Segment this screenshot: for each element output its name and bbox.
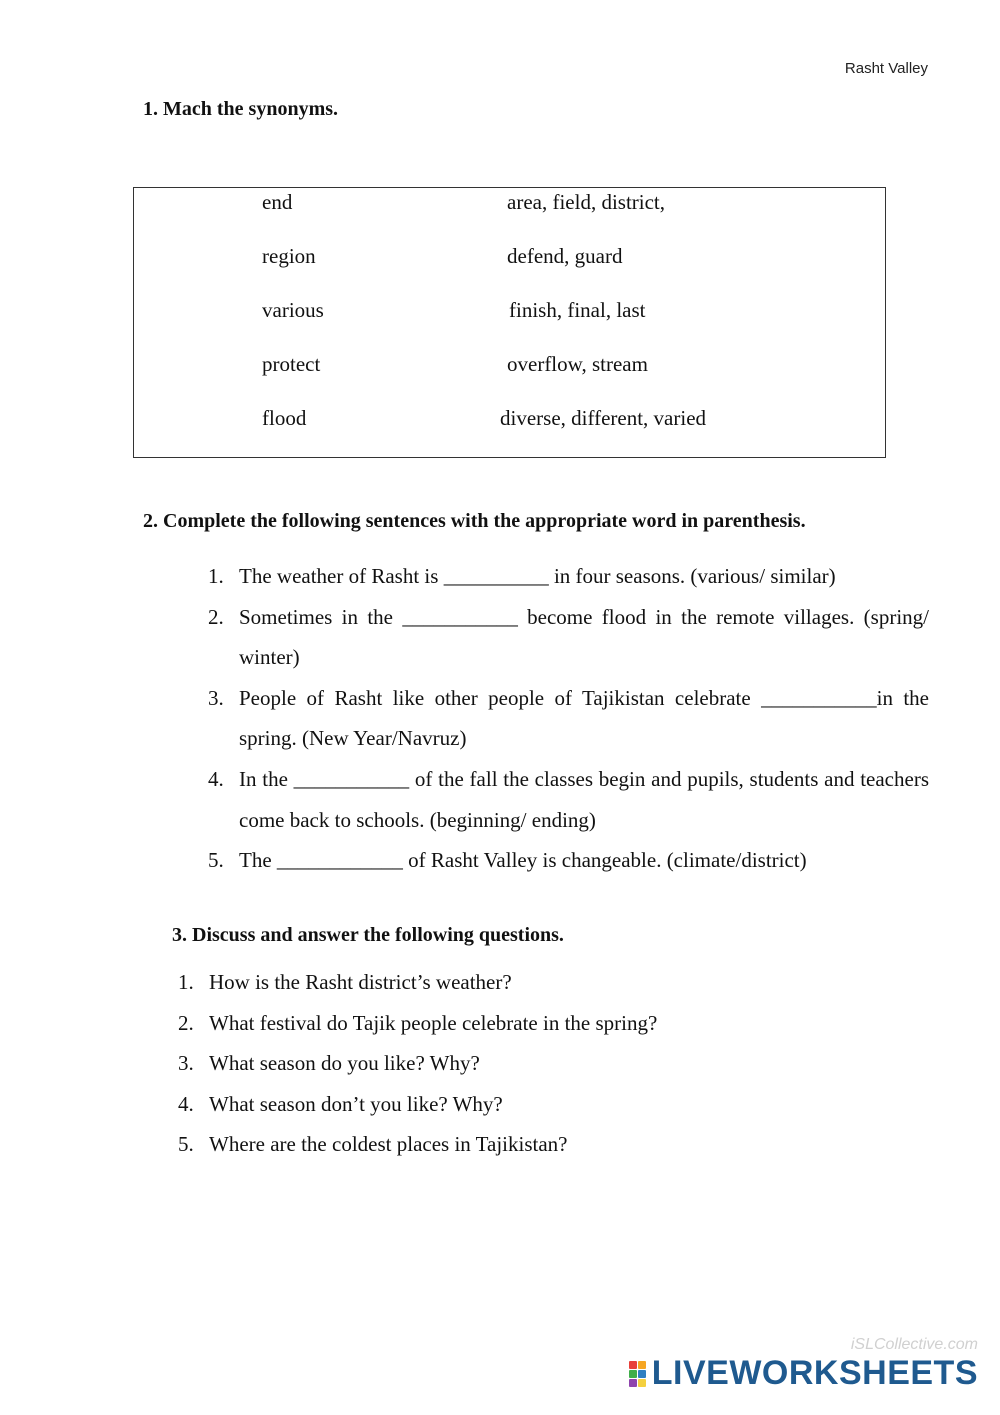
- question-text: What festival do Tajik people celebrate in the spring?: [209, 1010, 658, 1035]
- question-text: How is the Rasht district’s weather?: [209, 970, 512, 994]
- sentence-list: [208, 556, 929, 881]
- logo-square: [629, 1361, 637, 1369]
- question-item: [178, 962, 657, 1003]
- question-item: [178, 1003, 657, 1044]
- synonym-pair: [134, 190, 885, 220]
- sentence-text: The weather of Rasht is __________ in four seasons. (various/ similar): [239, 564, 836, 588]
- page-header-title: Rasht Valley: [844, 60, 928, 77]
- item-number: 4.: [178, 1091, 194, 1116]
- question-text: Where are the coldest places in Tajikistan?: [209, 1132, 568, 1157]
- synonym-match: area, field, district,: [507, 190, 666, 214]
- synonym-match: overflow, stream: [507, 352, 648, 376]
- synonym-word: flood: [262, 406, 307, 430]
- question-list: [178, 962, 657, 1165]
- logo-square: [638, 1361, 646, 1369]
- sentence-text: Sometimes in the ___________ become flood in the remote villages. (spring/ winter): [239, 604, 929, 670]
- section-3-heading: 3. Discuss and answer the following questions.: [172, 924, 564, 946]
- sentence-text: People of Rasht like other people of Tajikistan celebrate ___________in the spring. (New Year/Navruz): [239, 685, 929, 751]
- synonym-word: end: [262, 190, 293, 214]
- sentence-item: [208, 597, 929, 678]
- question-item: [178, 1084, 657, 1125]
- synonym-match: diverse, different, varied: [500, 406, 707, 430]
- liveworksheets-logo-icon: [629, 1361, 646, 1387]
- synonym-pair: [134, 298, 885, 328]
- logo-square: [638, 1370, 646, 1378]
- sentence-item: [208, 840, 929, 881]
- logo-square: [629, 1379, 637, 1387]
- watermark-subtext: iSLCollective.com: [850, 1336, 978, 1353]
- section-2-heading: 2. Complete the following sentences with the appropriate word in parenthesis.: [143, 510, 806, 532]
- question-item: [178, 1124, 657, 1165]
- synonym-word: various: [262, 298, 324, 322]
- item-number: 3.: [208, 685, 224, 710]
- synonym-pair: [134, 244, 885, 274]
- synonym-pair: [134, 352, 885, 382]
- item-number: 1.: [208, 564, 224, 588]
- item-number: 4.: [208, 766, 224, 791]
- liveworksheets-watermark: [629, 1336, 978, 1393]
- logo-square: [629, 1370, 637, 1378]
- synonym-pair: [134, 406, 885, 436]
- sentence-text: The ____________ of Rasht Valley is changeable. (climate/district): [239, 848, 807, 873]
- watermark-brand: LIVEWORKSHEETS: [651, 1354, 978, 1392]
- question-text: What season do you like? Why?: [209, 1051, 480, 1076]
- logo-square: [638, 1379, 646, 1387]
- synonym-match: defend, guard: [507, 244, 623, 268]
- question-item: [178, 1043, 657, 1084]
- synonym-word: protect: [262, 352, 321, 376]
- sentence-item: [208, 759, 929, 840]
- synonym-word: region: [262, 244, 316, 268]
- item-number: 2.: [178, 1010, 194, 1035]
- item-number: 5.: [208, 848, 224, 873]
- synonym-match: finish, final, last: [509, 298, 646, 322]
- sentence-item: [208, 678, 929, 759]
- section-1-heading: 1. Mach the synonyms.: [143, 98, 339, 120]
- item-number: 2.: [208, 604, 224, 629]
- sentence-text: In the ___________ of the fall the classes begin and pupils, students and teachers come back to schools. (beginning/ ending): [239, 766, 929, 832]
- item-number: 1.: [178, 970, 194, 994]
- sentence-item: [208, 556, 929, 597]
- synonyms-box: [133, 187, 886, 458]
- item-number: 3.: [178, 1051, 194, 1076]
- item-number: 5.: [178, 1132, 194, 1157]
- question-text: What season don’t you like? Why?: [209, 1091, 503, 1116]
